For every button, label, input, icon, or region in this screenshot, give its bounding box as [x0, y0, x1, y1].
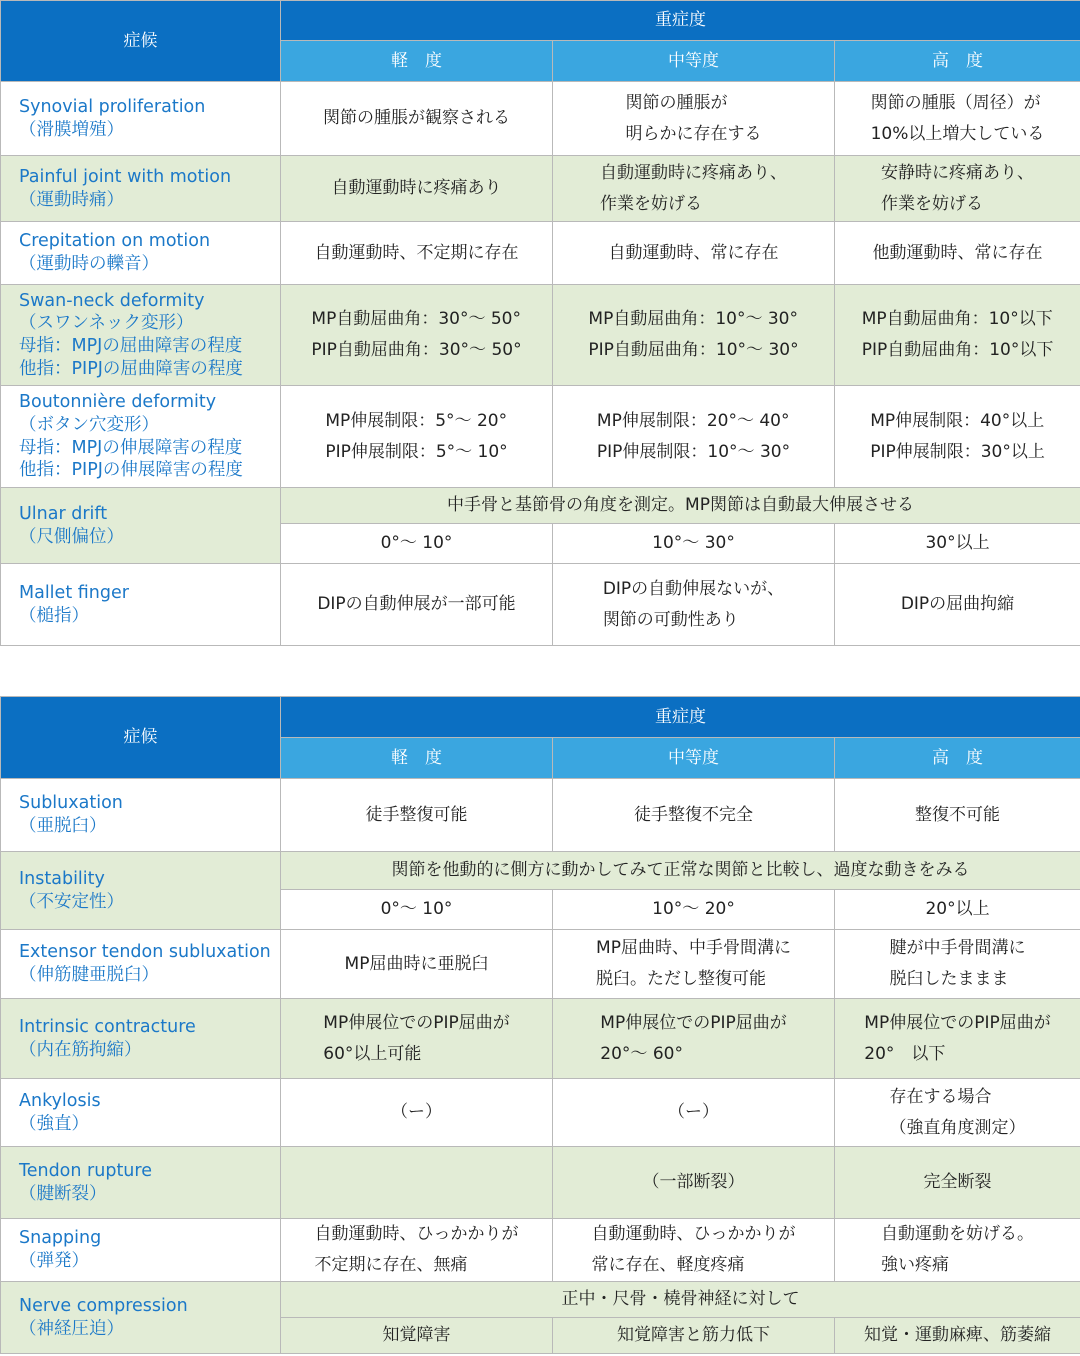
- mild-cell: 自動運動時、ひっかかりが 不定期に存在、無痛: [281, 1219, 553, 1282]
- severe-cell: 完全断裂: [835, 1147, 1080, 1219]
- mild-cell: MP屈曲時に亜脱臼: [281, 930, 553, 999]
- table-row: [1, 999, 1080, 1079]
- table-row: [1, 779, 1080, 852]
- severity-table-1: [0, 0, 1080, 646]
- header-moderate: 中等度: [553, 41, 835, 82]
- table-row: [1, 285, 1080, 386]
- severe-cell: DIPの屈曲拘縮: [835, 564, 1080, 646]
- mild-cell: [281, 1147, 553, 1219]
- moderate-cell: 自動運動時、ひっかかりが 常に存在、軽度疼痛: [553, 1219, 835, 1282]
- table-row: [1, 564, 1080, 646]
- moderate-cell: MP屈曲時、中手骨間溝に 脱臼。ただし整復可能: [553, 930, 835, 999]
- mild-cell: 0°～ 10°: [281, 890, 553, 930]
- mild-cell: MP伸展位でのPIP屈曲が 60°以上可能: [281, 999, 553, 1079]
- header-moderate: 中等度: [553, 738, 835, 779]
- table-row: [1, 930, 1080, 999]
- mild-cell: 自動運動時に疼痛あり: [281, 156, 553, 222]
- symptom-cell: Subluxation （亜脱臼）: [1, 779, 281, 852]
- symptom-cell: Extensor tendon subluxation （伸筋腱亜脱臼）: [1, 930, 281, 999]
- moderate-cell: 自動運動時、常に存在: [553, 222, 835, 285]
- header-symptom: 症候: [1, 697, 281, 779]
- severe-cell: MP伸展位でのPIP屈曲が 20° 以下: [835, 999, 1080, 1079]
- table-row: [1, 488, 1080, 524]
- spanned-note: 正中・尺骨・橈骨神経に対して: [281, 1282, 1080, 1318]
- table-row: [1, 82, 1080, 156]
- moderate-cell: 徒手整復不完全: [553, 779, 835, 852]
- severe-cell: 腱が中手骨間溝に 脱臼したままま: [835, 930, 1080, 999]
- symptom-cell: Crepitation on motion （運動時の轢音）: [1, 222, 281, 285]
- table-row: [1, 1219, 1080, 1282]
- moderate-cell: MP自動屈曲角：10°～ 30° PIP自動屈曲角：10°～ 30°: [553, 285, 835, 386]
- symptom-cell: Mallet finger （槌指）: [1, 564, 281, 646]
- spanned-note: 中手骨と基節骨の角度を測定。MP関節は自動最大伸展させる: [281, 488, 1080, 524]
- moderate-cell: 10°～ 20°: [553, 890, 835, 930]
- severe-cell: 20°以上: [835, 890, 1080, 930]
- header-symptom: 症候: [1, 1, 281, 82]
- table-row: [1, 156, 1080, 222]
- symptom-cell: Swan-neck deformity （スワンネック変形） 母指：MPJの屈曲障害の程度 他指：PIPJの屈曲障害の程度: [1, 285, 281, 386]
- severe-cell: 自動運動を妨げる。 強い疼痛: [835, 1219, 1080, 1282]
- mild-cell: （ー）: [281, 1079, 553, 1147]
- symptom-cell: Nerve compression （神経圧迫）: [1, 1282, 281, 1354]
- symptom-cell: Instability （不安定性）: [1, 852, 281, 930]
- table-row: [1, 852, 1080, 890]
- symptom-cell: Tendon rupture （腱断裂）: [1, 1147, 281, 1219]
- severe-cell: 存在する場合 （強直角度測定）: [835, 1079, 1080, 1147]
- symptom-cell: Intrinsic contracture （内在筋拘縮）: [1, 999, 281, 1079]
- severe-cell: 安静時に疼痛あり、 作業を妨げる: [835, 156, 1080, 222]
- mild-cell: 知覚障害: [281, 1318, 553, 1354]
- table-row: [1, 386, 1080, 488]
- severe-cell: 30°以上: [835, 524, 1080, 564]
- severe-cell: 関節の腫脹（周径）が 10%以上増大している: [835, 82, 1080, 156]
- table-row: [1, 1079, 1080, 1147]
- symptom-cell: Snapping （弾発）: [1, 1219, 281, 1282]
- severe-cell: MP伸展制限：40°以上 PIP伸展制限：30°以上: [835, 386, 1080, 488]
- severe-cell: 知覚・運動麻痺、筋萎縮: [835, 1318, 1080, 1354]
- severe-cell: 整復不可能: [835, 779, 1080, 852]
- mild-cell: MP伸展制限：5°～ 20° PIP伸展制限：5°～ 10°: [281, 386, 553, 488]
- mild-cell: DIPの自動伸展が一部可能: [281, 564, 553, 646]
- header-severity: 重症度: [281, 1, 1080, 41]
- header-mild: 軽 度: [281, 41, 553, 82]
- table-row: [1, 1282, 1080, 1318]
- moderate-cell: （ー）: [553, 1079, 835, 1147]
- severity-table-2: [0, 696, 1080, 1354]
- moderate-cell: 自動運動時に疼痛あり、 作業を妨げる: [553, 156, 835, 222]
- moderate-cell: 関節の腫脹が 明らかに存在する: [553, 82, 835, 156]
- moderate-cell: MP伸展制限：20°～ 40° PIP伸展制限：10°～ 30°: [553, 386, 835, 488]
- mild-cell: 0°～ 10°: [281, 524, 553, 564]
- symptom-cell: Boutonnière deformity （ボタン穴変形） 母指：MPJの伸展障害の程度 他指：PIPJの伸展障害の程度: [1, 386, 281, 488]
- moderate-cell: DIPの自動伸展ないが、 関節の可動性あり: [553, 564, 835, 646]
- severe-cell: 他動運動時、常に存在: [835, 222, 1080, 285]
- mild-cell: 自動運動時、不定期に存在: [281, 222, 553, 285]
- moderate-cell: MP伸展位でのPIP屈曲が 20°～ 60°: [553, 999, 835, 1079]
- symptom-cell: Painful joint with motion （運動時痛）: [1, 156, 281, 222]
- mild-cell: 関節の腫脹が観察される: [281, 82, 553, 156]
- symptom-cell: Ulnar drift （尺側偏位）: [1, 488, 281, 564]
- table-row: [1, 222, 1080, 285]
- symptom-cell: Ankylosis （強直）: [1, 1079, 281, 1147]
- mild-cell: 徒手整復可能: [281, 779, 553, 852]
- table-row: [1, 1147, 1080, 1219]
- header-severe: 高 度: [835, 738, 1080, 779]
- moderate-cell: 知覚障害と筋力低下: [553, 1318, 835, 1354]
- spanned-note: 関節を他動的に側方に動かしてみて正常な関節と比較し、過度な動きをみる: [281, 852, 1080, 890]
- severe-cell: MP自動屈曲角：10°以下 PIP自動屈曲角：10°以下: [835, 285, 1080, 386]
- header-severity: 重症度: [281, 697, 1080, 738]
- symptom-cell: Synovial proliferation （滑膜増殖）: [1, 82, 281, 156]
- header-severe: 高 度: [835, 41, 1080, 82]
- moderate-cell: （一部断裂）: [553, 1147, 835, 1219]
- moderate-cell: 10°～ 30°: [553, 524, 835, 564]
- mild-cell: MP自動屈曲角：30°～ 50° PIP自動屈曲角：30°～ 50°: [281, 285, 553, 386]
- header-mild: 軽 度: [281, 738, 553, 779]
